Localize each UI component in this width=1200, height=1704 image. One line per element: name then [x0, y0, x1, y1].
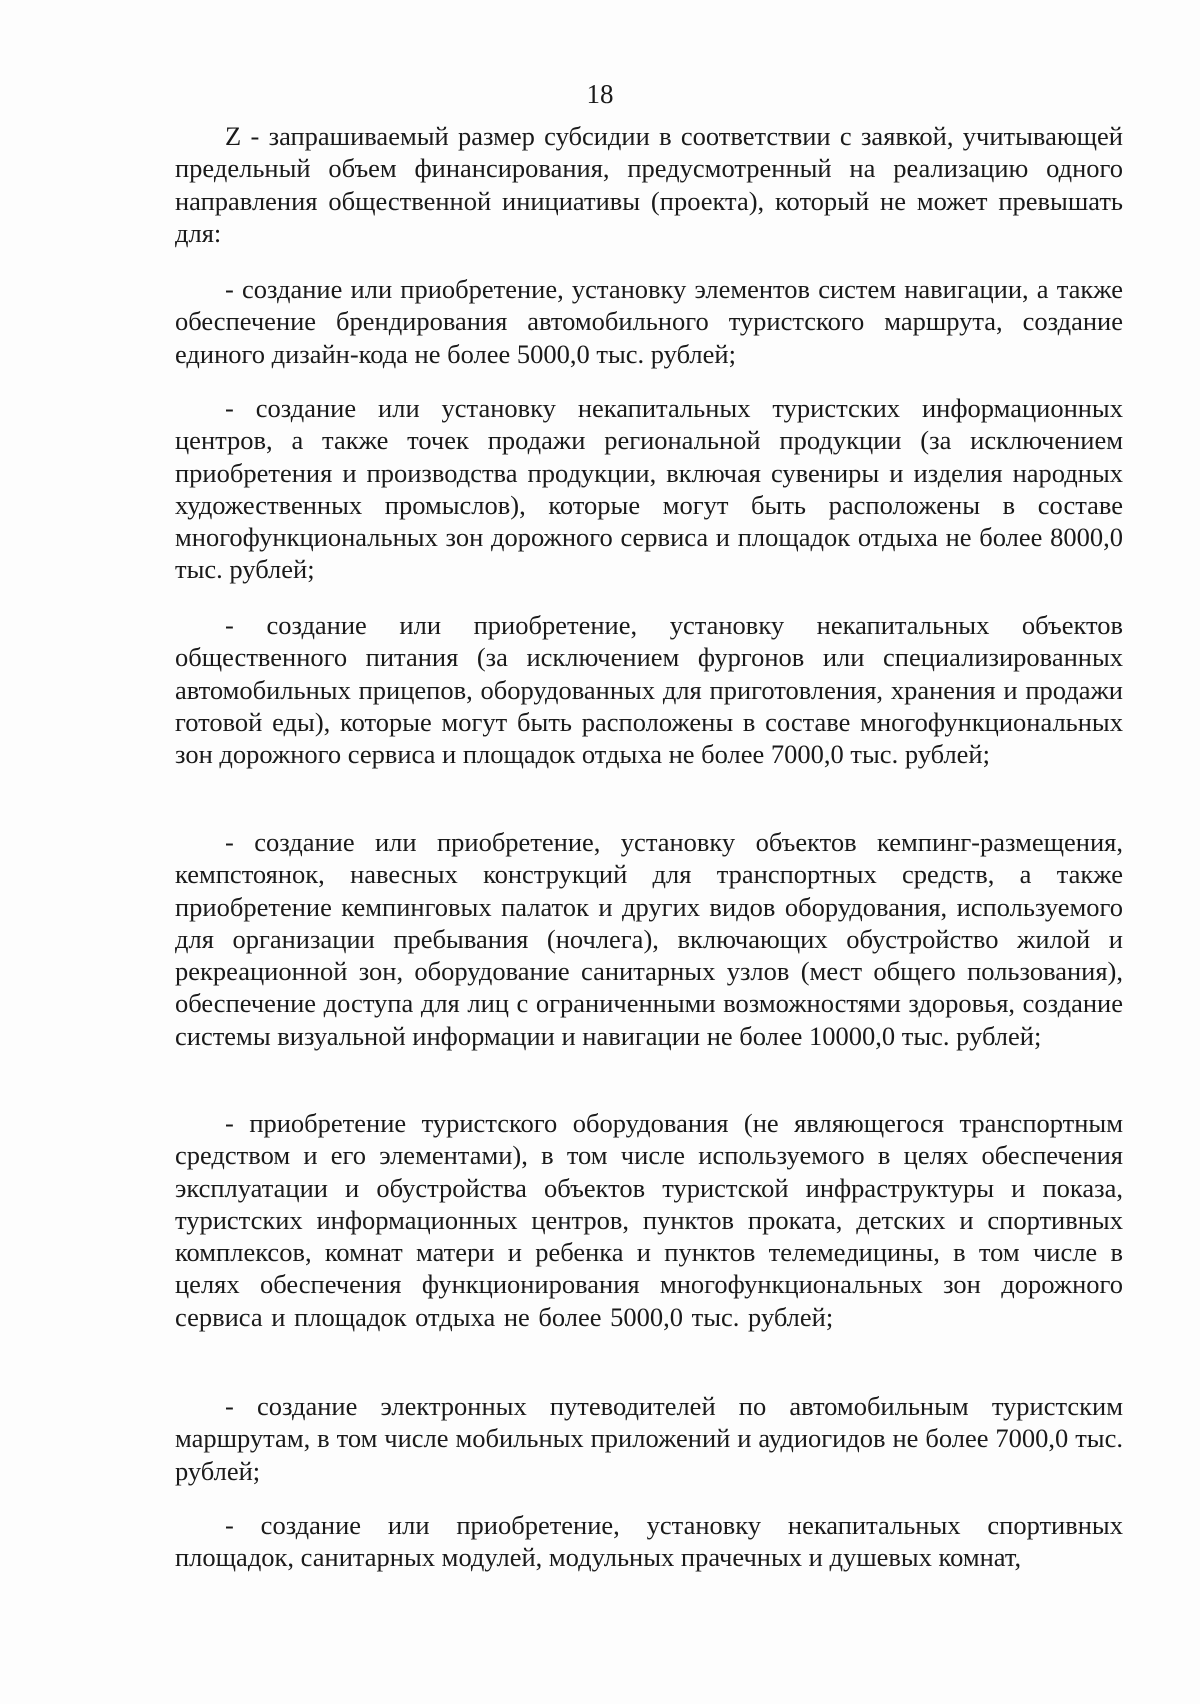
list-item-camping: - создание или приобретение, установку объектов кемпинг-размещения, кемпстоянок, навесных конструкций для транспортных средств, а также приобретение кемпинговых палаток и других видов оборудования, используемого для организации пребывания (ночлега), включающих обустройство жилой и рекреационной зон, оборудование санитарных узлов (мест общего пользования), обеспечение доступа для лиц с ограниченными возможностями здоровья, создание системы визуальной информации и навигации не более 10000,0 тыс. рублей;: [175, 827, 1123, 1051]
paragraph-intro: Z - запрашиваемый размер субсидии в соответствии с заявкой, учитывающей предельный объем финансирования, предусмотренный на реализацию одного направления общественной инициативы (проекта), который не может превышать для:: [175, 121, 1123, 248]
page-number: 18: [586, 79, 614, 109]
list-item-catering: - создание или приобретение, установку некапитальных объектов общественного питания (за исключением фургонов или специализированных автомобильных прицепов, оборудованных для приготовления, хранения и продажи готовой еды), которые могут быть расположены в составе многофункциональных зон дорожного сервиса и площадок отдыха не более 7000,0 тыс. рублей;: [175, 610, 1123, 770]
list-item-tourist-equipment: - приобретение туристского оборудования (не являющегося транспортным средством и его элементами), в том числе используемого в целях обеспечения эксплуатации и обустройства объектов туристской инфраструктуры и показа, туристских информационных центров, пунктов проката, детских и спортивных комплексов, комнат матери и ребенка и пунктов телемедицины, в том числе в целях обеспечения функционирования многофункциональных зон дорожного сервиса и площадок отдыха не более 5000,0 тыс. рублей;: [175, 1108, 1123, 1332]
list-item-navigation: - создание или приобретение, установку элементов систем навигации, а также обеспечение брендирования автомобильного туристского маршрута, создание единого дизайн-кода не более 5000,0 тыс. рублей;: [175, 274, 1123, 369]
list-item-info-centers: - создание или установку некапитальных туристских информационных центров, а также точек продажи региональной продукции (за исключением приобретения и производства продукции, включая сувениры и изделия народных художественных промыслов), которые могут быть расположены в составе многофункциональных зон дорожного сервиса и площадок отдыха не более 8000,0 тыс. рублей;: [175, 393, 1123, 585]
list-item-sports-grounds: - создание или приобретение, установку некапитальных спортивных площадок, санитарных модулей, модульных прачечных и душевых комнат,: [175, 1510, 1123, 1573]
list-item-electronic-guides: - создание электронных путеводителей по автомобильным туристским маршрутам, в том числе мобильных приложений и аудиогидов не более 7000,0 тыс. рублей;: [175, 1391, 1123, 1486]
